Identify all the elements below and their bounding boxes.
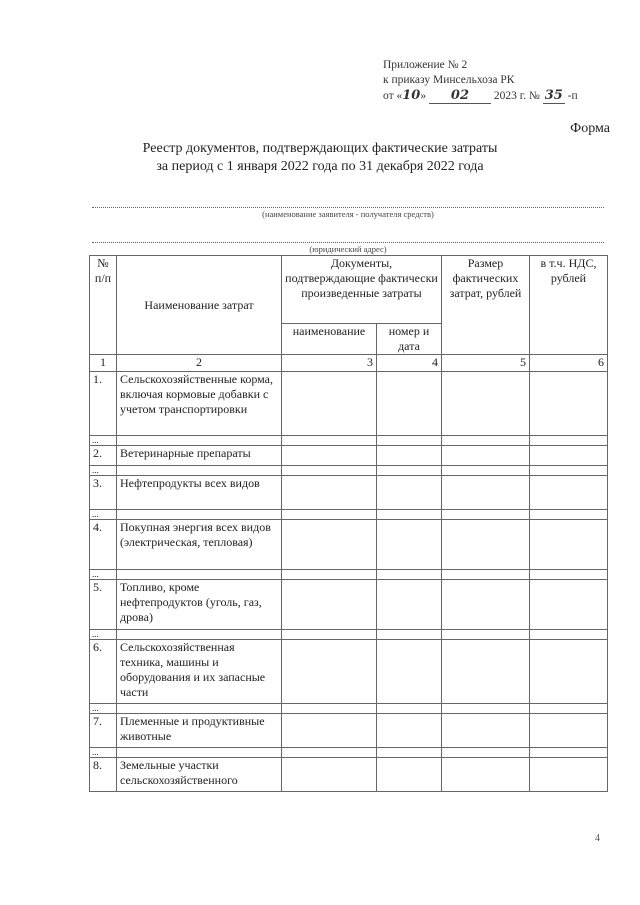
cell-vat [530, 476, 608, 510]
document-title [0, 140, 640, 176]
table-subrow [90, 704, 608, 714]
cell-doc-number [377, 714, 442, 748]
row-number: 6. [90, 640, 117, 704]
cell-doc-number [377, 520, 442, 570]
row-cost-name: Покупная энергия всех видов (электрическая, тепловая) [117, 520, 282, 570]
handwritten-day: 10 [402, 88, 421, 103]
cell-vat [530, 446, 608, 466]
row-number: 2. [90, 446, 117, 466]
cell-vat [530, 714, 608, 748]
year-and-number-label: 2023 г. № [493, 90, 540, 102]
row-number: 3. [90, 476, 117, 510]
row-cost-name: Племенные и продуктивные животные [117, 714, 282, 748]
table-row [90, 520, 608, 570]
row-number: 8. [90, 758, 117, 792]
subrow-ellipsis: ... [90, 570, 117, 580]
cell-doc-number [377, 476, 442, 510]
cell-doc-name [282, 476, 377, 510]
cell-vat [530, 372, 608, 436]
table-row [90, 758, 608, 792]
row-cost-name: Ветеринарные препараты [117, 446, 282, 466]
cell-amount [442, 520, 530, 570]
header-cost-name: Наименование затрат [117, 256, 282, 355]
cell-amount [442, 372, 530, 436]
cell-doc-name [282, 580, 377, 630]
subrow-ellipsis: ... [90, 630, 117, 640]
table-row [90, 372, 608, 436]
subrow-ellipsis: ... [90, 466, 117, 476]
handwritten-month-field [429, 89, 491, 104]
table-subrow [90, 436, 608, 446]
row-cost-name: Сельскохозяйственные корма, включая кормовые добавки с учетом транспортировки [117, 372, 282, 436]
table-subrow [90, 630, 608, 640]
page-number: 4 [595, 833, 600, 844]
column-number: 5 [442, 355, 530, 372]
column-number: 3 [282, 355, 377, 372]
header-documents: Документы, подтверждающие фактически произведенные затраты [282, 256, 442, 324]
cell-doc-name [282, 520, 377, 570]
cell-doc-number [377, 372, 442, 436]
subrow-ellipsis: ... [90, 510, 117, 520]
cell-doc-number [377, 640, 442, 704]
cell-doc-number [377, 758, 442, 792]
cell-vat [530, 580, 608, 630]
header-vat: в т.ч. НДС, рублей [530, 256, 608, 355]
table-subrow [90, 466, 608, 476]
subrow-ellipsis: ... [90, 748, 117, 758]
cell-doc-name [282, 372, 377, 436]
cell-amount [442, 640, 530, 704]
header-doc-name: наименование [282, 324, 377, 355]
table-subrow [90, 570, 608, 580]
column-number: 2 [117, 355, 282, 372]
table-row [90, 446, 608, 466]
column-number: 1 [90, 355, 117, 372]
row-number: 1. [90, 372, 117, 436]
table-subrow [90, 748, 608, 758]
table-row [90, 640, 608, 704]
table-subrow [90, 510, 608, 520]
title-line-2: за период с 1 января 2022 года по 31 декабря 2022 года [156, 159, 484, 174]
cell-vat [530, 758, 608, 792]
order-suffix: -п [567, 90, 578, 102]
table-row [90, 714, 608, 748]
handwritten-number-field [543, 89, 565, 104]
appendix-order-ref: к приказу Минсельхоза РК [383, 74, 515, 86]
cell-amount [442, 446, 530, 466]
cell-amount [442, 714, 530, 748]
cell-doc-number [377, 446, 442, 466]
appendix-header [383, 58, 578, 104]
cell-amount [442, 476, 530, 510]
header-number: № п/п [90, 256, 117, 355]
registry-table [89, 255, 608, 792]
row-number: 7. [90, 714, 117, 748]
table-row [90, 476, 608, 510]
subrow-ellipsis: ... [90, 704, 117, 714]
row-number: 5. [90, 580, 117, 630]
cell-doc-number [377, 580, 442, 630]
column-number-row [90, 355, 608, 372]
cell-vat [530, 520, 608, 570]
applicant-name-line [92, 207, 604, 208]
cell-amount [442, 758, 530, 792]
row-cost-name: Нефтепродукты всех видов [117, 476, 282, 510]
address-line [92, 242, 604, 243]
row-cost-name: Сельскохозяйственная техника, машины и оборудования и их запасные части [117, 640, 282, 704]
cell-doc-name [282, 758, 377, 792]
row-cost-name: Земельные участки сельскохозяйственного [117, 758, 282, 792]
handwritten-order-number: 35 [544, 88, 563, 103]
row-cost-name: Топливо, кроме нефтепродуктов (уголь, газ, дрова) [117, 580, 282, 630]
title-line-1: Реестр документов, подтверждающих фактические затраты [142, 141, 498, 156]
column-number: 4 [377, 355, 442, 372]
header-row [90, 256, 608, 324]
address-caption: (юридический адрес) [309, 244, 387, 254]
appendix-date-line [383, 88, 578, 104]
form-label: Форма [570, 121, 610, 136]
appendix-title: Приложение № 2 [383, 59, 468, 71]
table-row [90, 580, 608, 630]
date-quote-close: » [420, 90, 427, 102]
cell-vat [530, 640, 608, 704]
column-number: 6 [530, 355, 608, 372]
cell-doc-name [282, 446, 377, 466]
cell-doc-name [282, 714, 377, 748]
date-prefix: от « [383, 90, 403, 102]
handwritten-month: 02 [450, 88, 470, 103]
header-amount: Размер фактических затрат, рублей [442, 256, 530, 355]
applicant-caption: (наименование заявителя - получателя средств) [262, 209, 434, 219]
header-doc-number-date: номер и дата [377, 324, 442, 355]
row-number: 4. [90, 520, 117, 570]
cell-doc-name [282, 640, 377, 704]
cell-amount [442, 580, 530, 630]
subrow-ellipsis: ... [90, 436, 117, 446]
